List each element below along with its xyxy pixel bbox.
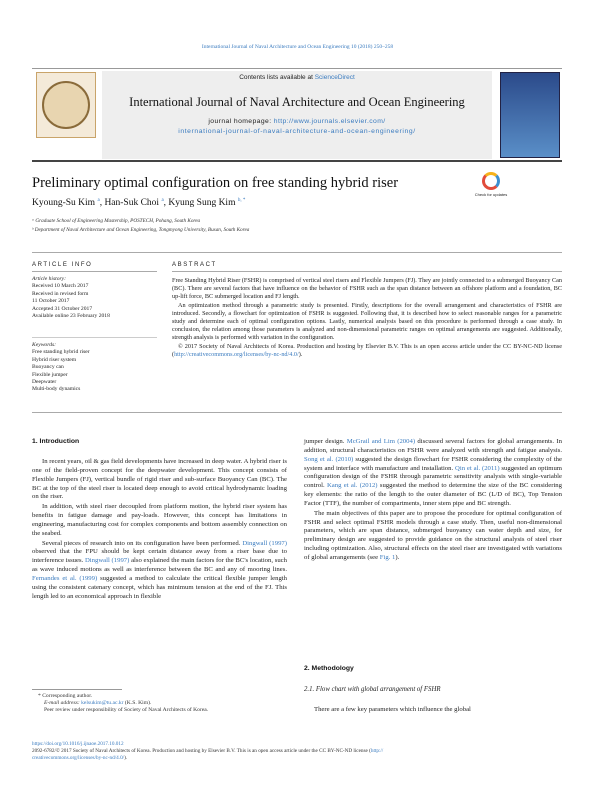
license-link[interactable]: http://creativecommons.org/licenses/by-nc-nd/4.0/	[174, 350, 299, 358]
publisher-seal-icon	[42, 81, 90, 129]
left-column	[32, 458, 287, 603]
abstract-paragraph-1: Free Standing Hybrid Riser (FSHR) is comprised of vertical steel risers and Flexible Jumpers (FJ). They are jointly connected to a submerged Buoyancy Can (BC). There are several factors that have influence on the behavior of FSHR such as the span distance between an offshore platform and a foundation, BC up-lift force, BC submerged location and FJ length.	[172, 277, 562, 301]
p3-text-d: suggested a method to calculate the critical flexible jumper length using the consistent catenary concept, which has minimum tension at the end of the FJ. This length led to an economical approach in flexible	[32, 574, 287, 600]
affiliation-b: ᵇ Department of Naval Architecture and Ocean Engineering, Tongmyong University, Busan, South Korea	[32, 227, 250, 233]
copyright-end: ).	[298, 350, 303, 358]
keyword-item: Free standing hybrid riser	[32, 349, 90, 356]
author-1-sup[interactable]: a	[97, 198, 100, 203]
right-column	[304, 438, 562, 564]
author-2[interactable]: Han-Suk Choi	[104, 198, 160, 209]
contents-available	[102, 74, 492, 81]
p3-text-c: also explained the main factors for the BC's location, such as wave induced motions as well as interference between the BC and any of mooring lines.	[32, 557, 287, 574]
affiliation-a: ᵃ Graduate School of Engineering Mastership, POSTECH, Pohang, South Korea	[32, 218, 201, 224]
author-3-sup[interactable]: b, *	[237, 198, 246, 203]
journal-cover-image	[500, 72, 560, 158]
rp2-text-a: The main objectives of this paper are to propose the procedure for optimal configuration of FSHR and select optimal FSHR models through a case study. Then, useful non-dimensional parameters, which are span distance, submerged buoyancy can water depth and size, for preliminary design are suggested to provide guidance on the structural analysis of steel riser including optimization. Also, structural effects on the steel riser are investigated with variations of global arrangements (see	[304, 509, 562, 561]
homepage-link-2[interactable]: international-journal-of-naval-architecture-and-ocean-engineering/	[178, 128, 416, 135]
keyword-item: Hybrid riser system	[32, 356, 77, 363]
rp1-text-a: jumper design.	[304, 438, 347, 445]
keywords-label: Keywords:	[32, 342, 57, 348]
page-footer	[32, 741, 562, 762]
ref-fig1[interactable]: Fig. 1	[379, 553, 396, 561]
homepage-link-1[interactable]: http://www.journals.elsevier.com/	[273, 118, 386, 125]
ref-dingwall-2[interactable]: Dingwall (1997)	[84, 557, 130, 565]
rp1-text-d: suggested an optimum configuration design of the FSHR through parametric sensitivity analysis with single-variable control.	[304, 464, 562, 490]
top-journal-reference[interactable]: International Journal of Naval Architecture and Ocean Engineering 10 (2018) 250–258	[201, 44, 394, 50]
journal-header-panel	[102, 71, 492, 159]
right-paragraph-3: There are a few key parameters which influence the global	[314, 706, 471, 713]
subsection-heading: 2.1. Flow chart with global arrangement of FSHR	[304, 686, 441, 693]
methodology-heading: 2. Methodology	[304, 665, 354, 672]
rp2-text-b: ).	[395, 553, 400, 561]
article-info-heading: ARTICLE INFO	[32, 262, 93, 268]
footer-license-text: 2092-6782/© 2017 Society of Naval Architects of Korea. Production and hosting by Elsevier B.V. This is an open access article under the CC BY-NC-ND license (	[32, 748, 371, 754]
header-top-rule	[32, 68, 562, 69]
history-item: Received in revised form	[32, 290, 89, 297]
p3-text-b: observed that the FPU should be kept certain distance away from a riser base due to interference issues.	[32, 548, 287, 565]
check-for-updates-badge[interactable]	[470, 172, 512, 210]
history-item: Received 10 March 2017	[32, 283, 89, 290]
doi-link[interactable]: https://doi.org/10.1016/j.ijnaoe.2017.10.012	[32, 741, 124, 747]
abstract-heading: ABSTRACT	[172, 262, 217, 268]
right-column-end	[304, 706, 562, 716]
ref-song[interactable]: Song et al. (2010)	[304, 455, 354, 463]
rp1-text-c: suggested the design flowchart for FSHR considering the complexity of the system and interface with manufacture and installation.	[304, 455, 562, 472]
right-paragraph-2	[304, 510, 562, 563]
intro-paragraph-2: In addition, with steel riser decoupled from platform motion, the hybrid riser system has benefits in fatigue damage and pay-loads. However, this concept has limitations in engineering, manufacturing cost for complex components and bottom assembly connection on the seabed.	[32, 503, 287, 537]
check-updates-label: Check for updates	[474, 192, 508, 197]
intro-paragraph-3	[32, 540, 287, 602]
p3-text-a: Several pieces of research into on its configuration have been performed.	[42, 539, 243, 547]
ref-fernandes[interactable]: Fernandes et al. (1999)	[32, 574, 98, 582]
email-link[interactable]: kelsukim@tu.ac.kr	[81, 700, 124, 707]
abstract-bottom-rule	[32, 412, 562, 413]
corresponding-author: * Corresponding author.	[38, 693, 93, 699]
copyright-text: © 2017 Society of Naval Architects of Korea. Production and hosting by Elsevier B.V. This is an open access article under the CC BY-NC-ND license (	[172, 342, 562, 358]
abstract-body	[172, 277, 562, 359]
ref-mcgrail[interactable]: McGrail and Lim (2004)	[346, 438, 416, 445]
email-name: (K.S. Kim).	[123, 700, 152, 707]
journal-title: International Journal of Naval Architecture and Ocean Engineering	[129, 95, 465, 109]
history-item: Accepted 31 October 2017	[32, 305, 93, 312]
sciencedirect-link[interactable]: ScienceDirect	[314, 74, 355, 81]
intro-paragraph-1: In recent years, oil & gas field developments have increased in deep water. A hybrid riser is one of the field-proven concept for the deepwater development. This concept consists of Flexible Jumpers (FJ), vertical bundle of rigid riser and sub-surface Buoyancy Can (BC). The BC at the top of the steel riser is located deep enough to avoid critical hydrodynamic loading on the riser.	[32, 458, 287, 501]
journal-homepage	[102, 118, 492, 125]
elsevier-logo	[36, 72, 96, 138]
ref-kang[interactable]: Kang et al. (2012)	[326, 482, 378, 490]
author-3[interactable]: Kyung Sung Kim	[168, 198, 236, 209]
history-item: Available online 23 February 2018	[32, 313, 110, 320]
keyword-item: Deepwater	[32, 379, 57, 386]
peer-review-note: Peer review under responsibility of Society of Naval Architects of Korea.	[44, 707, 209, 714]
rp1-text-e: suggested the method to determine the size of the BC considering key elements: the ratio of the length to the outer diameter of BC (L/D of BC), Top Tension Factor (TTF), the number of compartments, inner stem pipe and BC strength.	[304, 482, 562, 507]
ref-qin[interactable]: Qin et al. (2011)	[455, 464, 500, 472]
keyword-item: Buoyancy can	[32, 364, 64, 371]
right-paragraph-1	[304, 438, 562, 509]
history-label: Article history:	[32, 276, 67, 282]
keyword-item: Multi-body dynamics	[32, 386, 81, 393]
rp1-text-b: discussed several factors for global arrangements. In addition, structural characteristics on FSHR were analyzed with strength and fatigue analysis.	[304, 438, 562, 454]
abstract-paragraph-2: An optimization method through a parametric study is presented. Firstly, descriptions for the overall arrangement and characteristics of FSHR are introduced. Secondly, a flowchart for optimization of FSHR is suggested. Following that, it is described how to select reasonable ranges for a parametric study and determine each of optimal configuration options. Lastly, numerical analysis based on this procedure is performed through a case study. In conclusion, the relation among those parameters is analyzed and non-dimensional parametric ranges on optimal arrangements are suggested. Additionally, strength analysis is performed with variation in the configuration.	[172, 301, 562, 342]
footnotes	[38, 693, 288, 715]
author-1[interactable]: Kyoung-Su Kim	[32, 198, 96, 209]
history-item: 11 October 2017	[32, 298, 70, 305]
check-updates-icon	[482, 172, 500, 190]
intro-heading: 1. Introduction	[32, 438, 80, 445]
abstract-copyright	[172, 343, 562, 359]
section-divider	[32, 252, 562, 253]
ref-dingwall-1[interactable]: Dingwall (1997)	[242, 539, 288, 547]
contents-prefix: Contents lists available at	[239, 74, 315, 81]
email-label: E-mail address:	[44, 700, 82, 707]
article-info-rule	[32, 271, 157, 272]
author-2-sup[interactable]: a	[161, 198, 164, 203]
footer-license-link-a[interactable]: http://	[370, 748, 384, 754]
author-list: Kyoung-Su Kim $^a$, Han-Suk Choi $^a$, Kyung Sung Kim $^{b, *}$	[32, 198, 246, 209]
footnote-rule	[32, 689, 122, 690]
homepage-label: journal homepage:	[208, 118, 274, 125]
article-title: Preliminary optimal configuration on free standing hybrid riser	[32, 175, 399, 191]
footer-end: ).	[124, 755, 128, 761]
keywords-rule	[32, 337, 157, 338]
keywords	[32, 342, 157, 394]
article-history	[32, 276, 157, 320]
header-bottom-rule	[32, 160, 562, 162]
footer-license-link-b[interactable]: creativecommons.org/licenses/by-nc-nd/4.0/	[32, 755, 125, 761]
keyword-item: Flexible jumper	[32, 371, 68, 378]
abstract-rule	[172, 271, 562, 272]
